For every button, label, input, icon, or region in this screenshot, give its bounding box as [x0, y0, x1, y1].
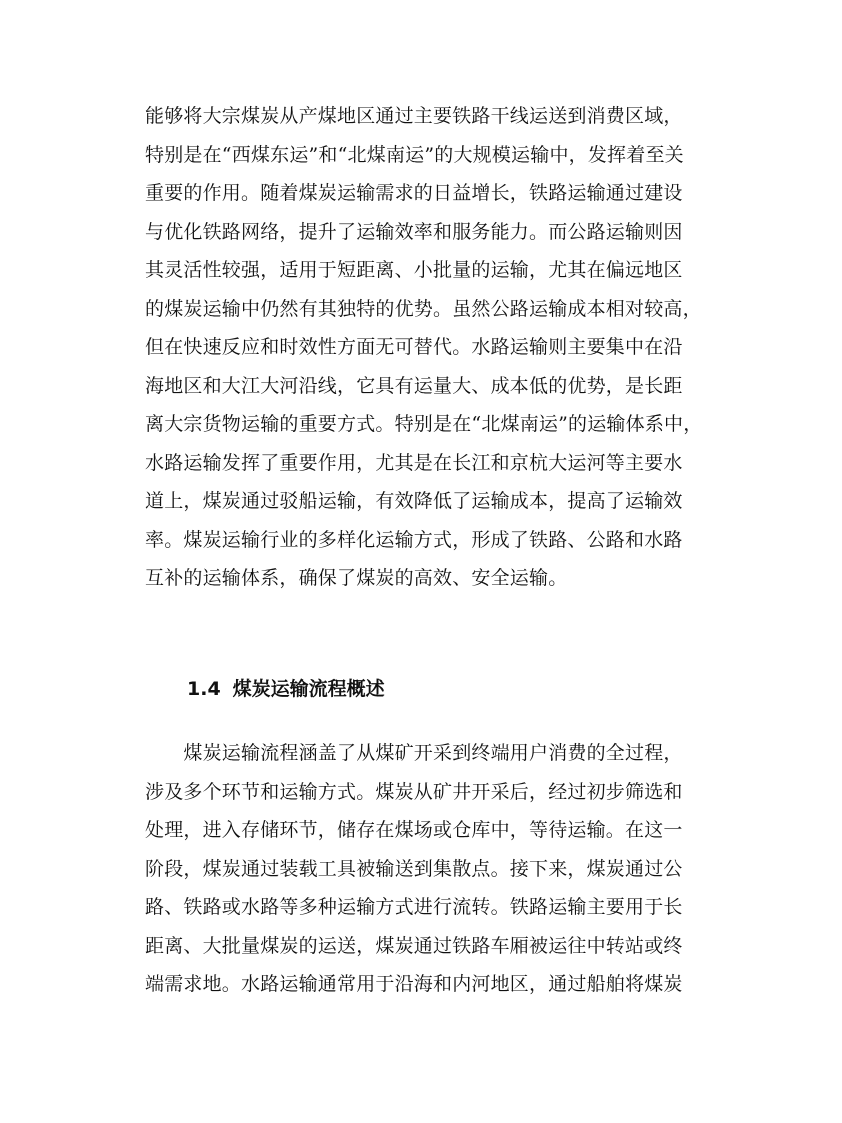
text-line: 海地区和大江大河沿线，它具有运量大、成本低的优势，是长距: [145, 374, 683, 397]
body-paragraph-top: [145, 97, 705, 598]
text-line: 重要的作用。随着煤炭运输需求的日益增长，铁路运输通过建设: [145, 182, 683, 204]
section-heading: [187, 671, 385, 707]
text-line: 端需求地。水路运输通常用于沿海和内河地区，通过船舶将煤炭: [145, 973, 683, 995]
text-line: 率。煤炭运输行业的多样化运输方式，形成了铁路、公路和水路: [145, 528, 683, 551]
text-line: 其灵活性较强，适用于短距离、小批量的运输，尤其在偏远地区: [145, 259, 683, 281]
text-line: 涉及多个环节和运输方式。煤炭从矿井开采后，经过初步筛选和: [145, 780, 683, 803]
text-line: 水路运输发挥了重要作用，尤其是在长江和京杭大运河等主要水: [145, 451, 683, 474]
section-number: 1.4: [187, 678, 221, 700]
text-line: 处理，进入存储环节，储存在煤场或仓库中，等待运输。在这一: [145, 819, 683, 841]
text-line: 阶段，煤炭通过装载工具被输送到集散点。接下来，煤炭通过公: [145, 857, 683, 880]
text-line: 的煤炭运输中仍然有其独特的优势。虽然公路运输成本相对较高，: [145, 297, 702, 320]
text-line: 但在快速反应和时效性方面无可替代。水路运输则主要集中在沿: [145, 336, 683, 358]
text-line: 与优化铁路网络，提升了运输效率和服务能力。而公路运输则因: [145, 220, 683, 243]
text-line: 特别是在“西煤东运”和“北煤南运”的大规模运输中，发挥着至关: [145, 143, 684, 166]
text-line: 道上，煤炭通过驳船运输，有效降低了运输成本，提高了运输效: [145, 490, 683, 512]
section-title: 煤炭运输流程概述: [232, 678, 385, 700]
text-line: 煤炭运输流程涵盖了从煤矿开采到终端用户消费的全过程，: [145, 742, 683, 764]
text-line: 离大宗货物运输的重要方式。特别是在“北煤南运”的运输体系中，: [145, 413, 703, 435]
text-line: 能够将大宗煤炭从产煤地区通过主要铁路干线运送到消费区域，: [145, 105, 683, 127]
text-line: 路、铁路或水路等多种运输方式进行流转。铁路运输主要用于长: [145, 896, 683, 918]
text-line: 距离、大批量煤炭的运送，煤炭通过铁路车厢被运往中转站或终: [145, 934, 683, 957]
body-paragraph-bottom: [145, 734, 705, 1004]
text-line: 互补的运输体系，确保了煤炭的高效、安全运输。: [145, 567, 568, 589]
